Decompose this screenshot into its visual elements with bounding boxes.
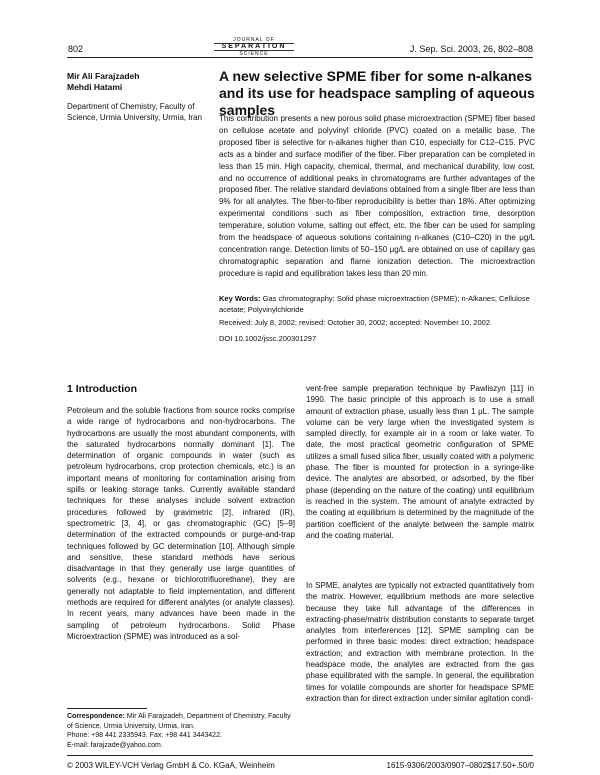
author-name: Mehdi Hatami [67, 82, 123, 92]
correspondence-text: Mir Ali Farajzadeh, Department of Chemistry, Faculty of Science, Urmia University, Urmia, Iran. [67, 713, 291, 730]
journal-logo [214, 37, 294, 57]
page-number: 802 [68, 44, 84, 54]
footnote-rule [67, 708, 147, 709]
affiliation: Department of Chemistry, Faculty of Science, Urmia University, Urmia, Iran [67, 102, 202, 122]
received-dates: Received: July 8, 2002; revised: October 30, 2002; accepted: November 10, 2002 [219, 318, 490, 327]
keywords [219, 293, 535, 315]
keywords-label: Key Words: [219, 294, 261, 303]
body-column-right-para2: In SPME, analytes are typically not extracted quantitatively from the matrix. However, equilibrium methods are more selective because they take full advantage of the differences in extracting-phase/matrix distribution constants to separate target analytes from interferences [12]. SPME sampling can be performed in three basic modes: direct extraction; headspace extraction; and extraction with membrane protection. In the headspace mode, the analytes are extracted from the gas phase equilibrated with the sample. In general, the equilibration times for volatile compounds are shorter for headspace SPME extraction than for direct extraction under similar agitation condi- [306, 581, 534, 703]
author-name: Mir Ali Farajzadeh [67, 71, 140, 81]
author-list [67, 71, 217, 93]
journal-logo-main: SEPARATION [214, 43, 294, 51]
header-rule [67, 57, 533, 58]
article-title: A new selective SPME fiber for some n-alkanes and its use for headspace sampling of aqueous samples [219, 68, 535, 118]
correspondence-phone: Phone: +98 441 2335943. Fax: +98 441 3443422. [67, 732, 222, 740]
journal-logo-top: JOURNAL OF [233, 37, 275, 43]
correspondence-label: Correspondence: [67, 713, 125, 720]
keywords-text: Gas chromatography; Solid phase microextraction (SPME); n-Alkanes; Cellulose acetate; Polyvinylchloride [219, 294, 530, 314]
body-column-left: Petroleum and the soluble fractions from source rocks comprise a wide range of hydrocarbons and non-hydrocarbons. The hydrocarbons are usually the most abundant components, with the saturated hydrocarbons normally dominant [1]. The determination of organic compounds in water (such as petroleum hydrocarbons, crop protection chemicals, etc.) is an important means of monitoring for contamination arising from spills or leaking storage tanks. Currently available standard techniques for these analyses include solvent extraction procedures followed by gravimetric [2], infrared (IR), spectrometric [3, 4], or gas chromatographic (GC) [5–9] determination of the extracted compounds or purge-and-trap techniques followed by GC determination [10]. Although simple and sensitive, these standard methods have serious disadvantage in that they generally use large quantities of solvents (e.g., hexane or trichlorotrifluorethane), they are generally not adaptable to field implementation, and different methods are required for different analytes (or analyte classes). In recent years, many advances have been made in the sampling of petroleum hydrocarbons. Solid Phase Microextraction (SPME) was introduced as a sol- [67, 406, 295, 641]
doi: DOI 10.1002/jssc.200301297 [219, 334, 317, 343]
issn-footer: 1615-9306/2003/0907–0802$17.50+.50/0 [386, 761, 534, 770]
journal-logo-bottom: SCIENCE [239, 51, 269, 57]
journal-citation: J. Sep. Sci. 2003, 26, 802–808 [409, 44, 533, 54]
body-column-right-para1: vent-free sample preparation technique by Pawliszyn [11] in 1990. The basic principle of this approach is to use a small amount of extraction phase, usually less than 1 μL. The sample volume can be very large when the investigated system is sampled directly, for example air in a room or lake water. To date, the most practical geometric configuration of SPME utilizes a small fused silica fiber, usually coated with a polymeric phase. The fiber is mounted for protection in a syringe-like device. The analytes are absorbed, or adsorbed, by the fiber phase (depending on the nature of the coating) until equilibrium is reached in the system. The amount of analyte extracted by the coating at equilibrium is determined by the magnitude of the partition coefficient of the analyte between the sample matrix and the coating material. [306, 384, 534, 540]
copyright-footer: © 2003 WILEY-VCH Verlag GmbH & Co. KGaA, Weinheim [67, 761, 275, 770]
section-heading: 1 Introduction [67, 383, 137, 395]
correspondence-email: E-mail: farajzade@yahoo.com. [67, 741, 163, 749]
footer-rule [67, 755, 533, 756]
abstract: This contribution presents a new porous solid phase microextraction (SPME) fiber based on cellulose acetate and polyvinyl chloride (PVC) coated on a metallic base. The proposed fiber is selective for n-alkanes higher than C10, especially for C12–C15. PVC acts as a binder and surface modifier of the fiber. Fiber preparation can be completed in less than 15 min. High capacity, chemical, thermal, and mechanical durability, low cost, and no occurrence of additional peaks in chromatograms are further advantages of the proposed fiber. The relative standard deviations obtained from a single fiber are less than 9% for all analytes. The fiber-to-fiber reproducibility is better than 18%. After optimizing experimental conditions such as fiber composition, extraction time, desorption temperature, solution volume, salting out effect, etc. the fiber can be used for sampling from the headspace of aqueous solutions containing n-alkanes (C10–C20) in the μg/L concentration range. Detection limits of 50–150 μg/L are obtained on use of capillary gas chromatographic separation and flame ionization detection. The microextraction procedure is rapid and equilibration takes less than 20 min. [219, 114, 535, 278]
correspondence [67, 712, 295, 750]
